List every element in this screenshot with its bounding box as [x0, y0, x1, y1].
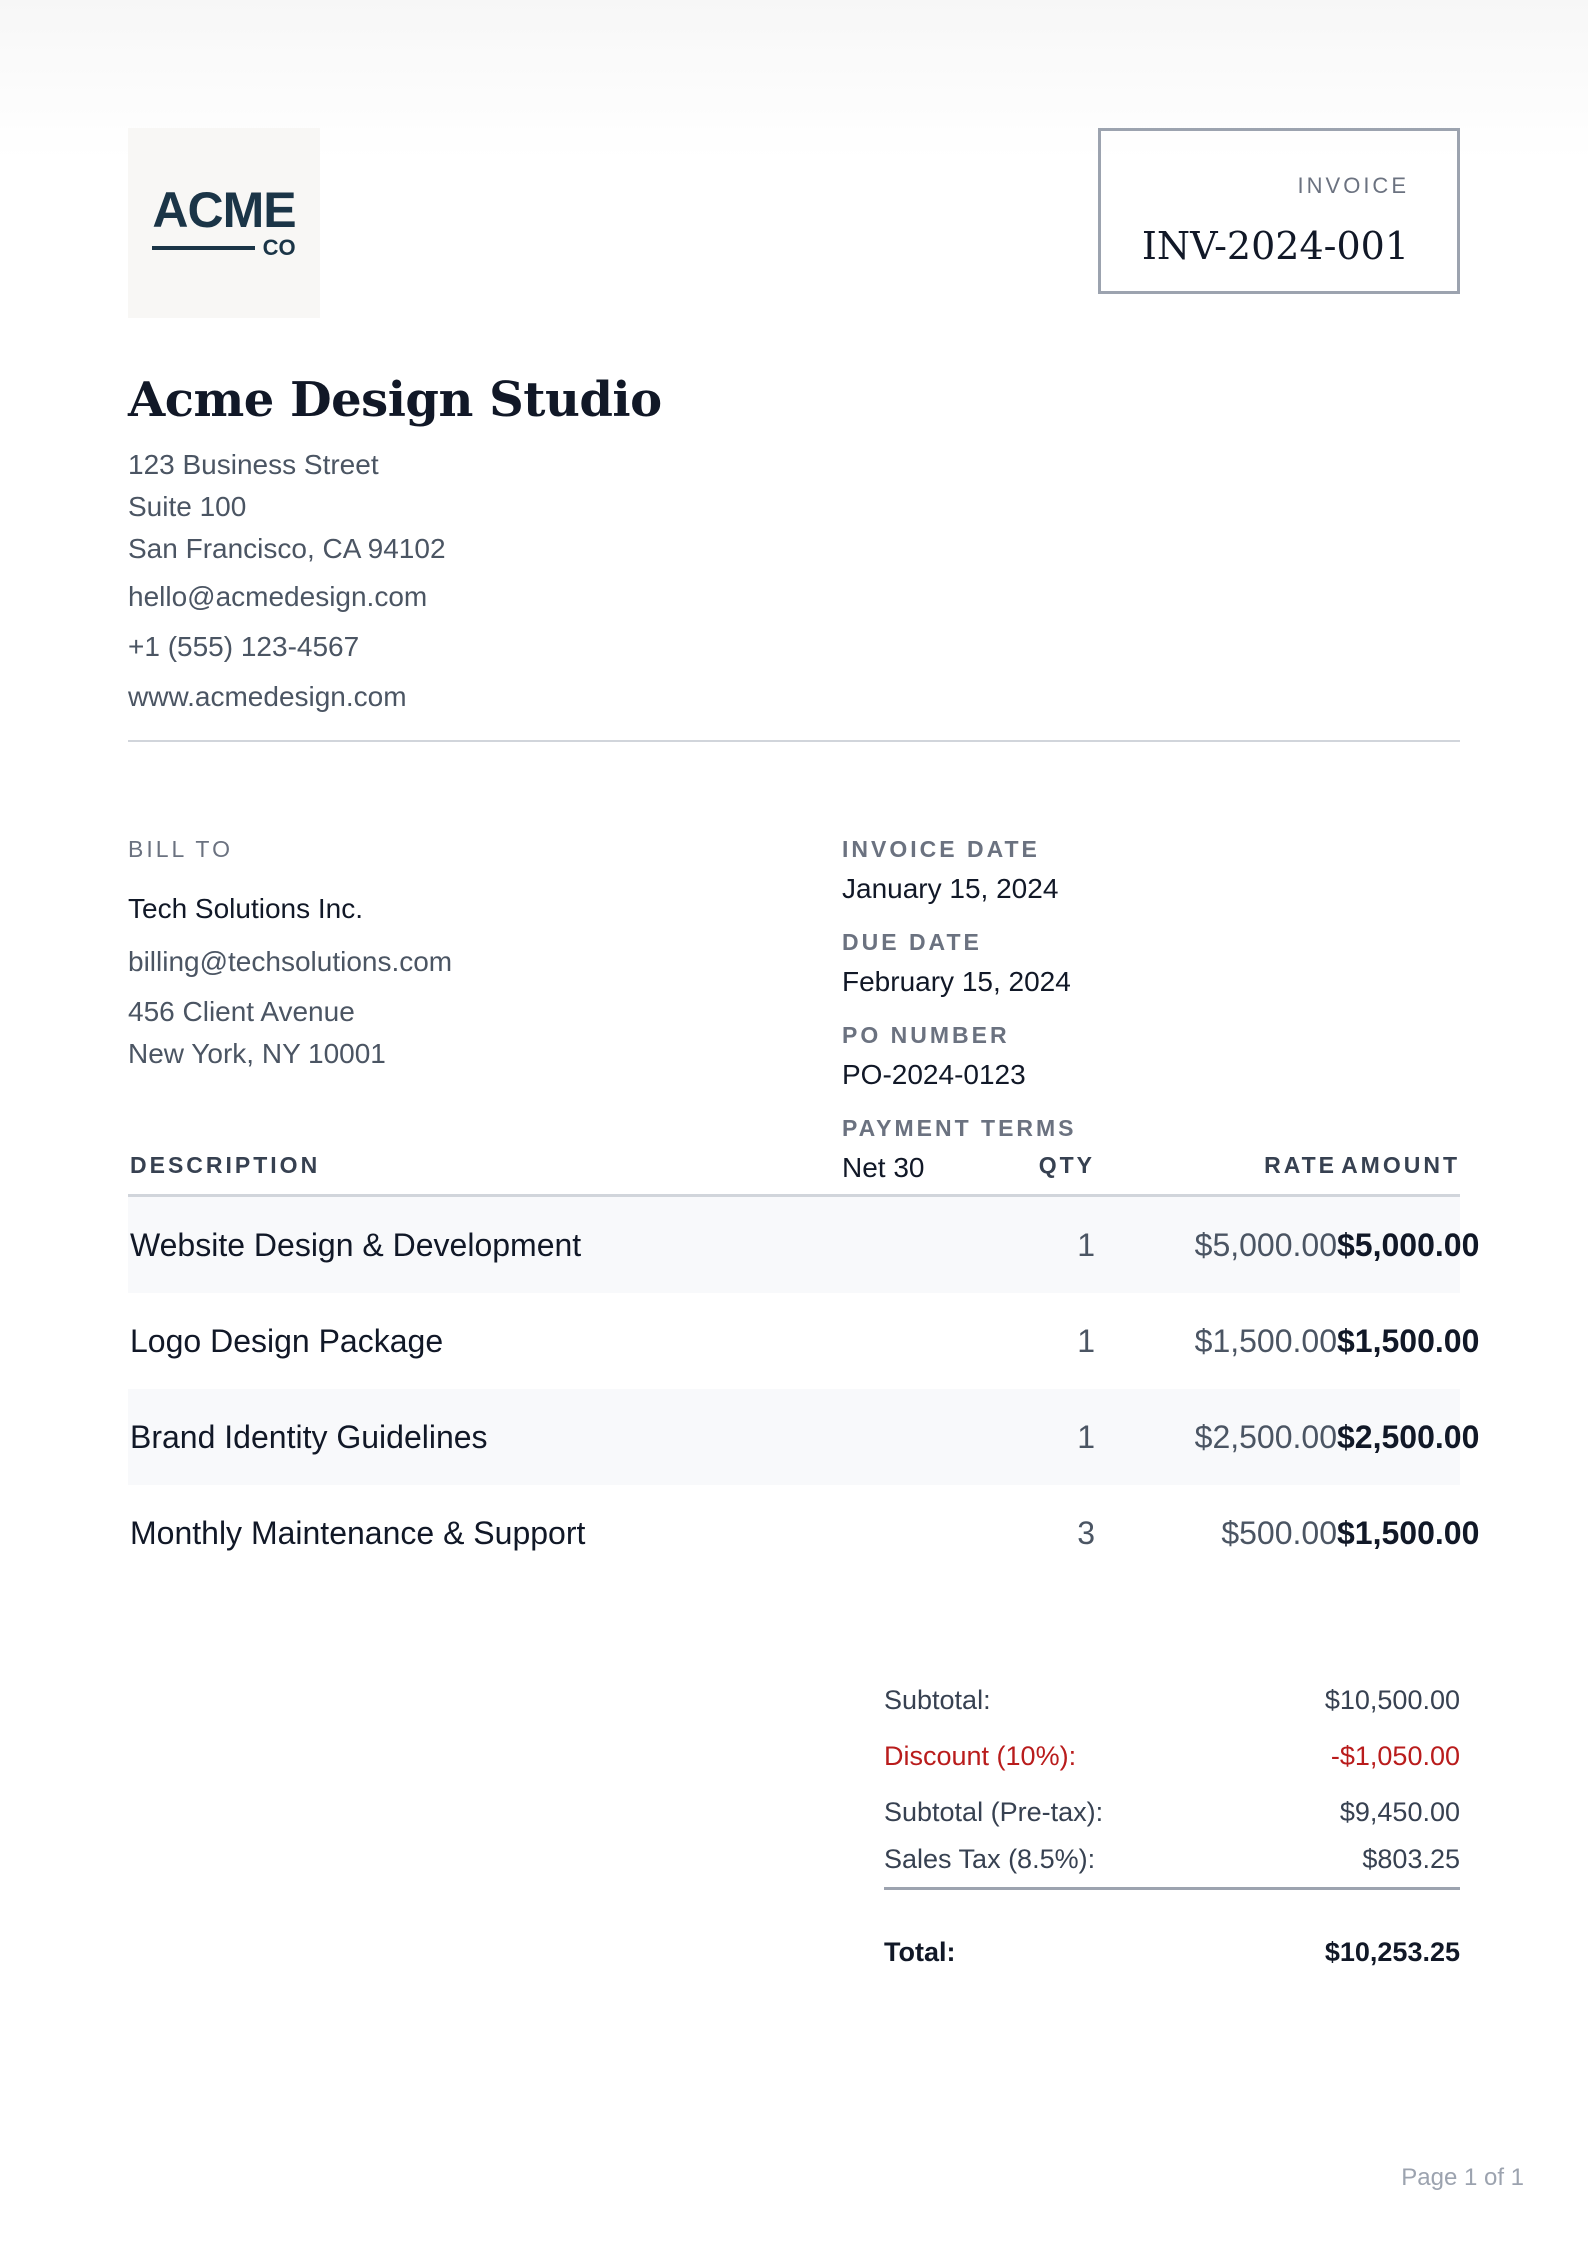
logo-text: ACME: [152, 182, 296, 238]
tax-value: $803.25: [1362, 1844, 1460, 1874]
logo-underline: [152, 246, 254, 250]
pretax-label: Subtotal (Pre-tax):: [884, 1796, 1104, 1827]
pretax-row: [884, 1784, 1460, 1840]
company-address-line1: 123 Business Street: [128, 449, 379, 480]
header-qty: QTY: [1038, 1152, 1095, 1178]
total-value: $10,253.25: [1324, 1936, 1460, 1967]
info-section: [128, 742, 1460, 1202]
row-description: Logo Design Package: [130, 1322, 444, 1359]
table-row: [128, 1485, 1480, 1581]
logo-bar-row: [152, 237, 295, 259]
row-amount: $1,500.00: [1337, 1322, 1480, 1359]
po-number-value: PO-2024-0123: [842, 1059, 1026, 1090]
payment-terms-label: PAYMENT TERMS: [842, 1115, 1077, 1141]
total-label: Total:: [884, 1936, 956, 1967]
invoice-label: INVOICE: [1297, 173, 1409, 198]
invoice-date-value: January 15, 2024: [842, 873, 1059, 904]
header-description: DESCRIPTION: [130, 1152, 321, 1178]
table-row: [128, 1197, 1480, 1293]
page-number: Page 1 of 1: [1401, 2164, 1524, 2191]
bill-to-section: [128, 838, 452, 1075]
company-logo: [128, 128, 320, 318]
invoice-date-label: INVOICE DATE: [842, 836, 1040, 862]
grand-total-row: [884, 1932, 1460, 1972]
table-row: [128, 1389, 1480, 1485]
invoice-header: [128, 128, 1460, 320]
row-description: Website Design & Development: [130, 1226, 582, 1263]
discount-label: Discount (10%):: [884, 1740, 1077, 1771]
company-address-line3: San Francisco, CA 94102: [128, 533, 446, 564]
invoice-number: INV-2024-001: [1141, 224, 1409, 268]
row-qty: 1: [1077, 1322, 1095, 1359]
subtotal-label: Subtotal:: [884, 1684, 991, 1715]
row-qty: 3: [1077, 1514, 1095, 1551]
row-description: Monthly Maintenance & Support: [130, 1514, 586, 1551]
po-number-label: PO NUMBER: [842, 1022, 1010, 1048]
tax-row: [884, 1840, 1460, 1890]
row-description: Brand Identity Guidelines: [130, 1418, 488, 1455]
subtotal-row: [884, 1672, 1460, 1728]
due-date-value: February 15, 2024: [842, 966, 1071, 997]
client-name: Tech Solutions Inc.: [128, 893, 364, 924]
tax-label: Sales Tax (8.5%):: [884, 1844, 1096, 1874]
row-amount: $2,500.00: [1337, 1418, 1480, 1455]
invoice-number-box: [1098, 128, 1460, 294]
totals-section: [884, 1672, 1460, 1972]
invoice-document: [128, 128, 1460, 1202]
row-rate: $5,000.00: [1194, 1226, 1337, 1263]
payment-terms-value: Net 30: [842, 1152, 925, 1183]
company-website: www.acmedesign.com: [128, 681, 407, 712]
company-info: [128, 372, 1460, 720]
company-email: hello@acmedesign.com: [128, 581, 428, 612]
pretax-value: $9,450.00: [1339, 1796, 1460, 1827]
client-email: billing@techsolutions.com: [128, 946, 453, 977]
table-header-row: [128, 1152, 1460, 1197]
row-rate: $500.00: [1221, 1514, 1337, 1551]
line-items-table: [128, 1152, 1480, 1581]
header-amount: AMOUNT: [1341, 1152, 1460, 1178]
row-amount: $1,500.00: [1337, 1514, 1480, 1551]
logo-subtext: CO: [262, 235, 296, 260]
bill-to-label: BILL TO: [128, 836, 233, 862]
row-qty: 1: [1077, 1226, 1095, 1263]
table-row: [128, 1293, 1480, 1389]
row-amount: $5,000.00: [1337, 1226, 1480, 1263]
due-date-label: DUE DATE: [842, 929, 982, 955]
logo-mark: [152, 182, 296, 260]
company-phone: +1 (555) 123-4567: [128, 631, 360, 662]
client-address-line2: New York, NY 10001: [128, 1038, 386, 1069]
subtotal-value: $10,500.00: [1324, 1684, 1460, 1715]
header-rate: RATE: [1264, 1152, 1337, 1178]
client-address-line1: 456 Client Avenue: [128, 996, 355, 1027]
row-rate: $2,500.00: [1194, 1418, 1337, 1455]
discount-row: [884, 1728, 1460, 1784]
row-qty: 1: [1077, 1418, 1095, 1455]
discount-value: -$1,050.00: [1330, 1740, 1460, 1771]
row-rate: $1,500.00: [1194, 1322, 1337, 1359]
company-address-line2: Suite 100: [128, 491, 247, 522]
company-name: Acme Design Studio: [128, 372, 662, 428]
